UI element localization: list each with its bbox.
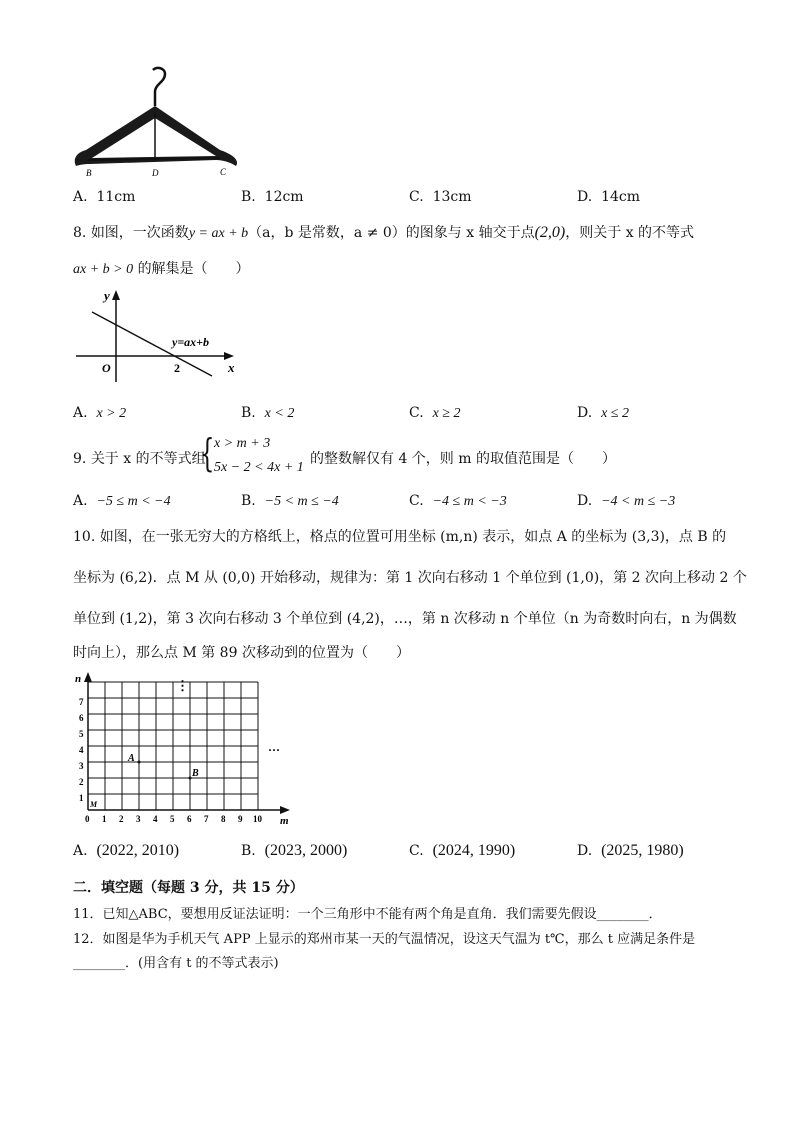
q8-line-1: 8. 如图，一次函数y = ax + b（a，b 是常数，a ≠ 0）的图象与 x 轴交于点(2,0)，则关于 x 的不等式 [73, 224, 695, 241]
y-axis-arrow [112, 290, 120, 300]
label-c: C [220, 167, 227, 177]
grid-lines [88, 682, 258, 810]
y-tick: 7 [79, 697, 84, 707]
section-2-title: 二．填空题（每题 3 分，共 15 分） [73, 880, 304, 896]
graph-y-label: y [104, 288, 110, 303]
y-tick: 3 [79, 761, 84, 771]
q9-ineq-1: x > m + 3 [214, 436, 271, 451]
x-tick: 2 [119, 814, 124, 824]
point-a-dot [138, 761, 141, 764]
q9-stem-pre: 9. 关于 x 的不等式组 [73, 451, 206, 467]
q10-line-3: 单位到 (1,2)，第 3 次向右移动 3 个单位到 (4,2)，…，第 n 次移动 n 个单位（n 为奇数时向右，n 为偶数 [73, 611, 737, 627]
q7-option-b: B. 12cm [241, 189, 304, 205]
q8-option-b: B. x < 2 [241, 405, 295, 421]
y-tick: 4 [79, 745, 84, 755]
q12-line-1: 12．如图是华为手机天气 APP 上显示的郑州市某一天的气温情况，设这天气温为 t℃，那么 t 应满足条件是 [73, 932, 696, 947]
q9-option-a: A. −5 ≤ m < −4 [73, 493, 171, 509]
x-tick: 8 [221, 814, 226, 824]
graph-function-label: y=ax+b [172, 335, 210, 349]
q8-linear-graph [72, 284, 242, 384]
label-b: B [86, 168, 92, 178]
x-tick: 10 [253, 814, 262, 824]
dots-up: ⋮ [176, 678, 189, 693]
graph-x-label: x [228, 360, 235, 375]
q7-option-a: A. 11cm [73, 189, 136, 205]
q8-option-d: D. x ≤ 2 [577, 405, 629, 421]
q10-grid-figure [72, 670, 302, 828]
m-axis-label: m [280, 815, 289, 827]
x-tick: 1 [102, 814, 107, 824]
q10-option-b: B. (2023, 2000) [241, 842, 348, 859]
q7-option-d: D. 14cm [577, 189, 641, 205]
x-tick: 9 [238, 814, 243, 824]
q9-option-c: C. −4 ≤ m < −3 [409, 493, 507, 509]
x-tick: 0 [85, 814, 90, 824]
y-tick: 2 [79, 777, 84, 787]
x-tick: 4 [153, 814, 158, 824]
q9-brace: { [200, 431, 215, 475]
x-tick: 5 [170, 814, 175, 824]
q9-ineq-2: 5x − 2 < 4x + 1 [214, 460, 304, 475]
q9-option-b: B. −5 < m ≤ −4 [241, 493, 339, 509]
q10-option-c: C. (2024, 1990) [409, 842, 516, 859]
y-tick: 1 [79, 793, 84, 803]
n-axis-arrow [84, 672, 92, 682]
q9-option-d: D. −4 < m ≤ −3 [577, 493, 676, 509]
q10-option-d: D. (2025, 1980) [577, 842, 684, 859]
hanger-hook [153, 68, 165, 106]
point-b-label: B [192, 768, 199, 779]
x-tick: 7 [204, 814, 209, 824]
q12-line-2: ________．(用含有 t 的不等式表示) [73, 956, 279, 971]
point-m-label: M [90, 800, 98, 809]
x-tick-labels [85, 814, 263, 824]
x-tick: 3 [136, 814, 141, 824]
q8-option-c: C. x ≥ 2 [409, 405, 461, 421]
label-d: D [152, 168, 159, 178]
graph-two-label: 2 [174, 361, 180, 375]
q7-option-c: C. 13cm [409, 189, 472, 205]
y-tick: 5 [79, 729, 84, 739]
x-axis-arrow [224, 352, 234, 360]
point-a-label: A [128, 753, 135, 764]
q10-option-a: A. (2022, 2010) [73, 842, 180, 859]
x-tick: 6 [187, 814, 192, 824]
q9-stem-post: 的整数解仅有 4 个，则 m 的取值范围是（ ） [310, 451, 616, 467]
y-tick: 6 [79, 713, 84, 723]
n-axis-label: n [75, 673, 82, 685]
graph-origin-label: O [102, 361, 111, 375]
q8-option-a: A. x > 2 [73, 405, 127, 421]
hanger-figure [70, 66, 250, 182]
q8-line-2: ax + b > 0 的解集是（ ） [73, 261, 250, 277]
m-axis-arrow [280, 806, 290, 814]
dots-right: ··· [268, 743, 281, 757]
q10-line-1: 10. 如图，在一张无穷大的方格纸上，格点的位置可用坐标 (m,n) 表示，如点 A 的坐标为 (3,3)，点 B 的 [73, 529, 727, 545]
q11-text: 11．已知△ABC，要想用反证法证明：一个三角形中不能有两个角是直角．我们需要先假设________． [73, 907, 662, 922]
q10-line-4: 时向上），那么点 M 第 89 次移动到的位置为（ ） [73, 645, 410, 661]
q10-line-2: 坐标为 (6,2)．点 M 从 (0,0) 开始移动，规律为：第 1 次向右移动 1 个单位到 (1,0)，第 2 次向上移动 2 个 [73, 570, 747, 586]
y-tick-labels [79, 697, 84, 803]
